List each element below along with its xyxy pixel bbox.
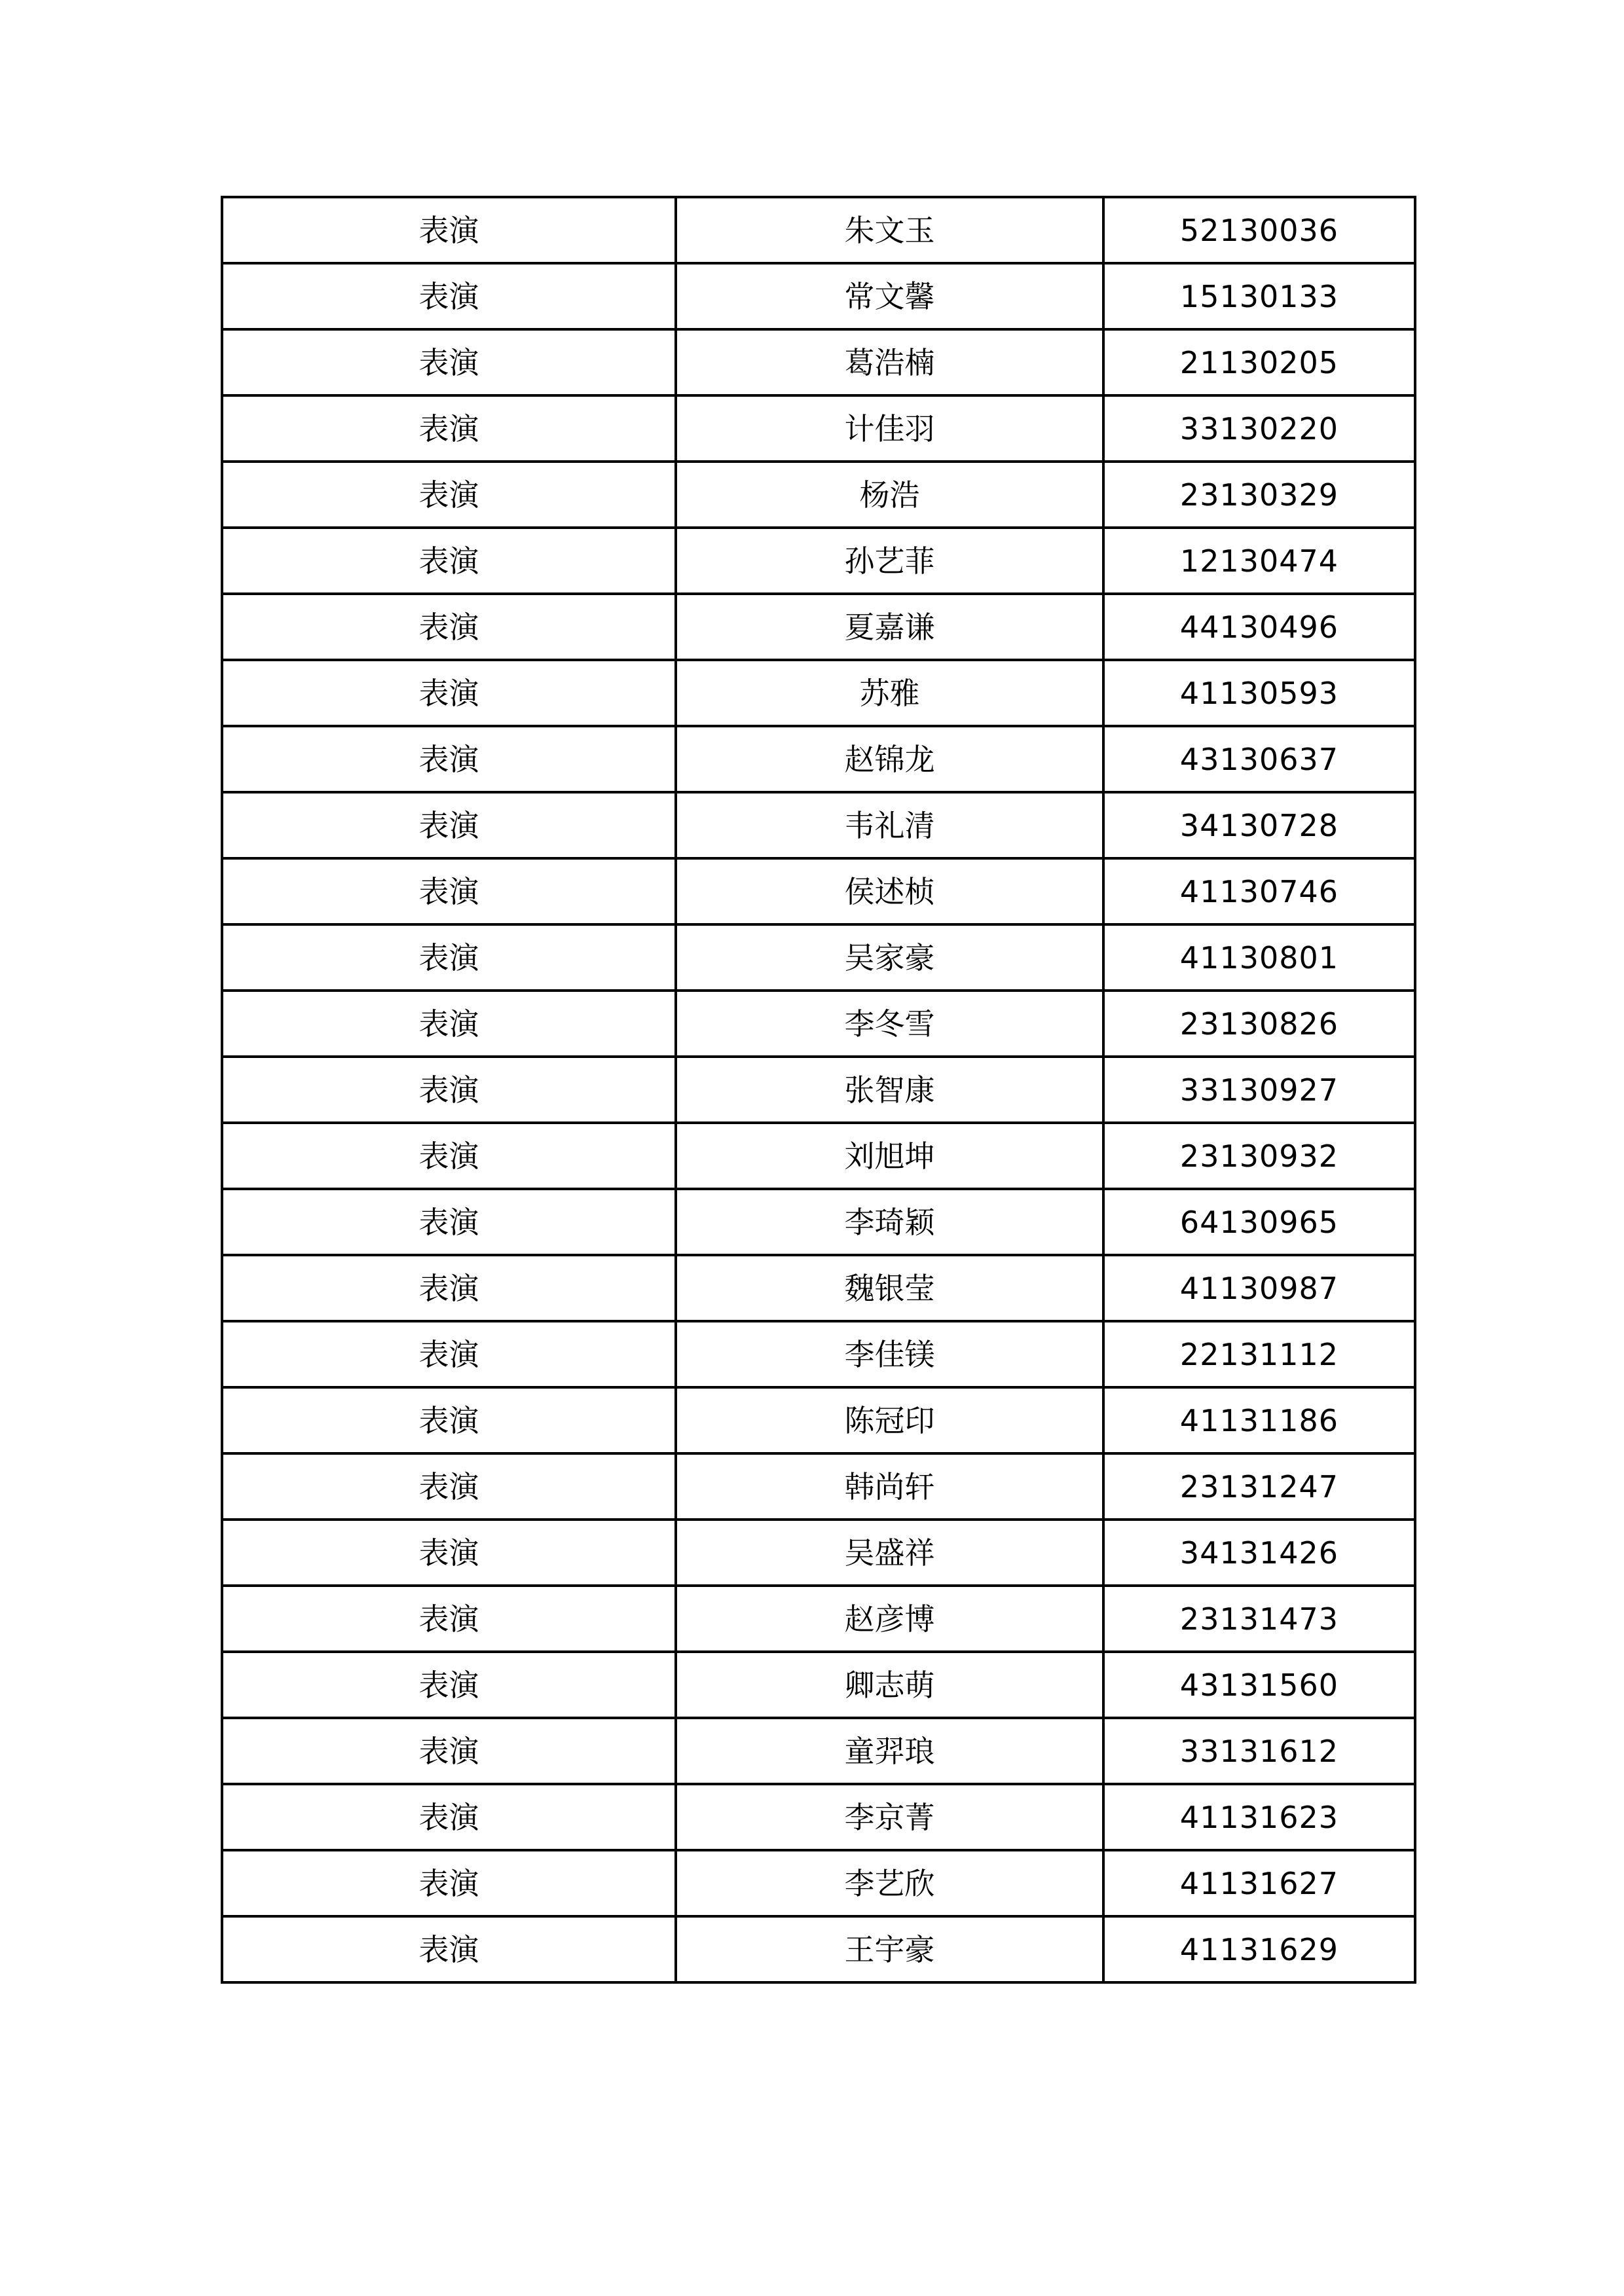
table-row	[222, 329, 1415, 395]
student-id-cell: 23130329	[1103, 462, 1415, 528]
student-id-cell: 33130220	[1103, 395, 1415, 462]
major-cell: 表演	[222, 594, 676, 660]
major-cell: 表演	[222, 1718, 676, 1784]
roster-table-body	[222, 197, 1415, 1982]
table-row	[222, 1784, 1415, 1850]
student-id-cell: 33130927	[1103, 1057, 1415, 1123]
table-row	[222, 197, 1415, 263]
table-row	[222, 395, 1415, 462]
major-cell: 表演	[222, 1453, 676, 1520]
major-cell: 表演	[222, 1189, 676, 1255]
table-row	[222, 792, 1415, 858]
name-cell: 常文馨	[676, 263, 1103, 329]
table-row	[222, 1123, 1415, 1189]
student-id-cell: 23130826	[1103, 991, 1415, 1057]
major-cell: 表演	[222, 329, 676, 395]
major-cell: 表演	[222, 726, 676, 792]
student-id-cell: 41131623	[1103, 1784, 1415, 1850]
name-cell: 魏银莹	[676, 1255, 1103, 1321]
table-row	[222, 660, 1415, 726]
major-cell: 表演	[222, 1586, 676, 1652]
table-row	[222, 594, 1415, 660]
table-row	[222, 1189, 1415, 1255]
major-cell: 表演	[222, 1520, 676, 1586]
table-row	[222, 1850, 1415, 1916]
name-cell: 赵锦龙	[676, 726, 1103, 792]
student-id-cell: 41130801	[1103, 924, 1415, 991]
name-cell: 吴盛祥	[676, 1520, 1103, 1586]
name-cell: 卿志萌	[676, 1652, 1103, 1718]
student-id-cell: 15130133	[1103, 263, 1415, 329]
name-cell: 赵彦博	[676, 1586, 1103, 1652]
table-row	[222, 1586, 1415, 1652]
student-id-cell: 41131186	[1103, 1387, 1415, 1453]
name-cell: 李冬雪	[676, 991, 1103, 1057]
major-cell: 表演	[222, 1321, 676, 1387]
student-id-cell: 64130965	[1103, 1189, 1415, 1255]
name-cell: 朱文玉	[676, 197, 1103, 263]
name-cell: 侯述桢	[676, 858, 1103, 924]
table-row	[222, 1321, 1415, 1387]
student-id-cell: 52130036	[1103, 197, 1415, 263]
table-row	[222, 1652, 1415, 1718]
table-row	[222, 528, 1415, 594]
name-cell: 李艺欣	[676, 1850, 1103, 1916]
name-cell: 吴家豪	[676, 924, 1103, 991]
student-id-cell: 34131426	[1103, 1520, 1415, 1586]
major-cell: 表演	[222, 263, 676, 329]
student-id-cell: 23130932	[1103, 1123, 1415, 1189]
table-row	[222, 462, 1415, 528]
major-cell: 表演	[222, 660, 676, 726]
major-cell: 表演	[222, 462, 676, 528]
major-cell: 表演	[222, 197, 676, 263]
name-cell: 王宇豪	[676, 1916, 1103, 1982]
student-id-cell: 44130496	[1103, 594, 1415, 660]
student-id-cell: 22131112	[1103, 1321, 1415, 1387]
major-cell: 表演	[222, 1652, 676, 1718]
table-row	[222, 1916, 1415, 1982]
major-cell: 表演	[222, 395, 676, 462]
name-cell: 孙艺菲	[676, 528, 1103, 594]
table-row	[222, 924, 1415, 991]
student-id-cell: 34130728	[1103, 792, 1415, 858]
table-row	[222, 1057, 1415, 1123]
name-cell: 李京菁	[676, 1784, 1103, 1850]
name-cell: 夏嘉谦	[676, 594, 1103, 660]
student-id-cell: 23131473	[1103, 1586, 1415, 1652]
student-id-cell: 21130205	[1103, 329, 1415, 395]
name-cell: 苏雅	[676, 660, 1103, 726]
name-cell: 韦礼清	[676, 792, 1103, 858]
table-row	[222, 1718, 1415, 1784]
name-cell: 陈冠印	[676, 1387, 1103, 1453]
major-cell: 表演	[222, 1057, 676, 1123]
table-row	[222, 1520, 1415, 1586]
table-row	[222, 991, 1415, 1057]
student-id-cell: 41131629	[1103, 1916, 1415, 1982]
student-id-cell: 12130474	[1103, 528, 1415, 594]
table-row	[222, 858, 1415, 924]
major-cell: 表演	[222, 528, 676, 594]
name-cell: 李佳镁	[676, 1321, 1103, 1387]
student-id-cell: 41130987	[1103, 1255, 1415, 1321]
major-cell: 表演	[222, 1255, 676, 1321]
major-cell: 表演	[222, 1123, 676, 1189]
name-cell: 张智康	[676, 1057, 1103, 1123]
student-id-cell: 33131612	[1103, 1718, 1415, 1784]
major-cell: 表演	[222, 792, 676, 858]
name-cell: 计佳羽	[676, 395, 1103, 462]
student-id-cell: 43130637	[1103, 726, 1415, 792]
roster-table	[221, 196, 1416, 1984]
table-row	[222, 263, 1415, 329]
major-cell: 表演	[222, 1387, 676, 1453]
major-cell: 表演	[222, 991, 676, 1057]
major-cell: 表演	[222, 924, 676, 991]
table-row	[222, 1255, 1415, 1321]
name-cell: 李琦颖	[676, 1189, 1103, 1255]
name-cell: 刘旭坤	[676, 1123, 1103, 1189]
table-row	[222, 1453, 1415, 1520]
student-id-cell: 23131247	[1103, 1453, 1415, 1520]
name-cell: 葛浩楠	[676, 329, 1103, 395]
student-id-cell: 41130593	[1103, 660, 1415, 726]
student-id-cell: 41130746	[1103, 858, 1415, 924]
name-cell: 杨浩	[676, 462, 1103, 528]
name-cell: 韩尚轩	[676, 1453, 1103, 1520]
table-row	[222, 726, 1415, 792]
student-id-cell: 43131560	[1103, 1652, 1415, 1718]
name-cell: 童羿琅	[676, 1718, 1103, 1784]
table-row	[222, 1387, 1415, 1453]
student-id-cell: 41131627	[1103, 1850, 1415, 1916]
major-cell: 表演	[222, 1850, 676, 1916]
major-cell: 表演	[222, 1784, 676, 1850]
major-cell: 表演	[222, 858, 676, 924]
major-cell: 表演	[222, 1916, 676, 1982]
